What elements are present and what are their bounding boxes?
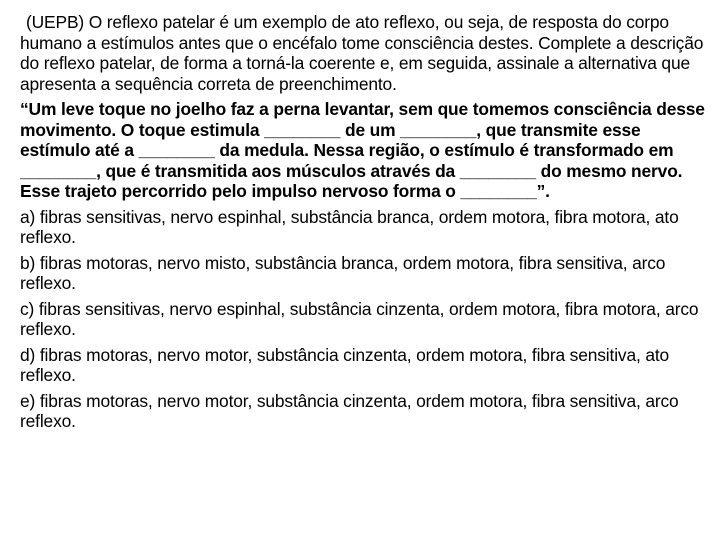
- option-a: a) fibras sensitivas, nervo espinhal, substância branca, ordem motora, fibra motora, ato reflexo.: [20, 206, 679, 247]
- option-e: e) fibras motoras, nervo motor, substância cinzenta, ordem motora, fibra sensitiva, arco reflexo.: [20, 390, 679, 431]
- question-document: [20, 12, 710, 432]
- option-d: d) fibras motoras, nervo motor, substância cinzenta, ordem motora, fibra sensitiva, ato reflexo.: [20, 344, 670, 385]
- question-quote: “Um leve toque no joelho faz a perna levantar, sem que tomemos consciência desse movimento. O toque estimula ________ de um ________, que transmite esse estímulo até a ________ da medula. Nessa região, o estímulo é transformado em ________, que é transmitida aos músculos através da ________ do mesmo nervo. Esse trajeto percorrido pelo impulso nervoso forma o ________”.: [20, 99, 705, 201]
- option-c: c) fibras sensitivas, nervo espinhal, substância cinzenta, ordem motora, fibra motora, arco reflexo.: [20, 298, 699, 339]
- question-intro: (UEPB) O reflexo patelar é um exemplo de ato reflexo, ou seja, de resposta do corpo humano a estímulos antes que o encéfalo tome consciência destes. Complete a descrição do reflexo patelar, de forma a torná-la coerente e, em seguida, assinale a alternativa que apresenta a sequência correta de preenchimento.: [20, 12, 704, 94]
- option-b: b) fibras motoras, nervo misto, substância branca, ordem motora, fibra sensitiva, arco reflexo.: [20, 252, 666, 293]
